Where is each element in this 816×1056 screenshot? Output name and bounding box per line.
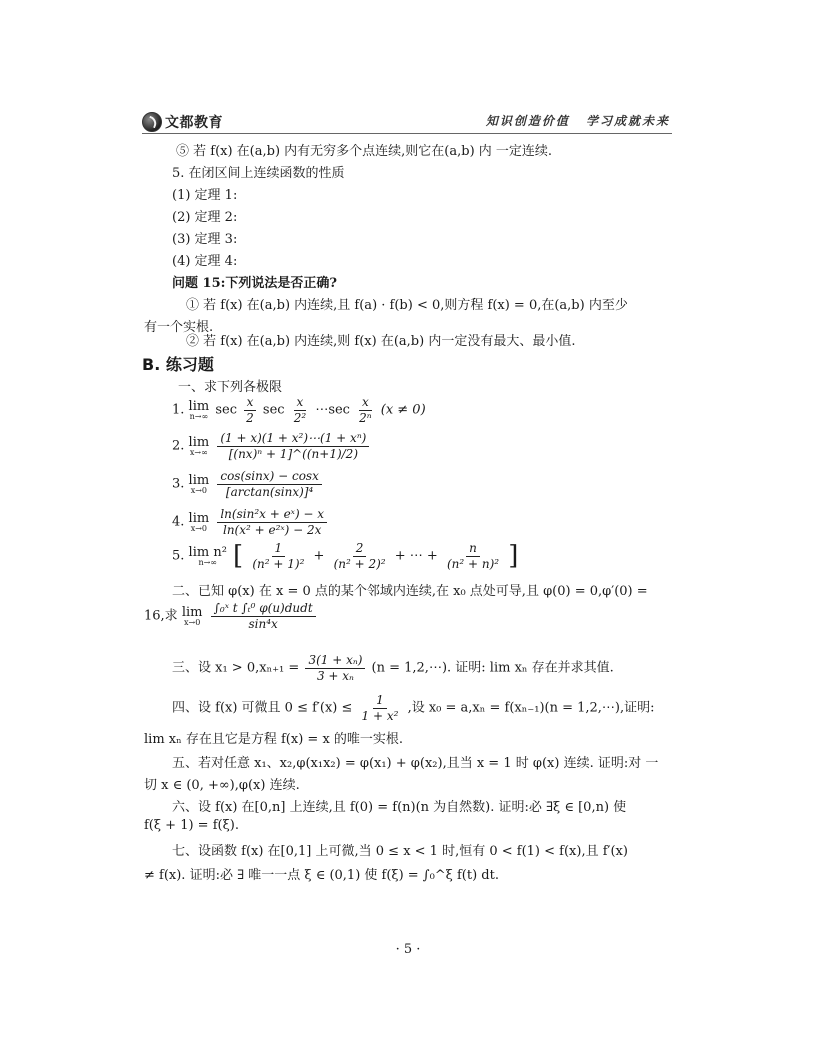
- problem-2-line1: 二、已知 φ(x) 在 x = 0 点的某个邻域内连续,在 x₀ 点处可导,且 φ(0) = 0,φ′(0) =: [172, 584, 648, 599]
- fraction: $\frac{\text{ln(sin²x + eˣ) − x}}{\text{ln(x² + e²ˣ) − 2x}}$: [217, 508, 327, 536]
- item-number: 1.: [172, 402, 185, 418]
- fraction: $\frac{2}{\text{(n² + 2)²}}$: [333, 541, 386, 571]
- fraction: $\frac{1}{\text{1 + x²}}$: [361, 693, 399, 723]
- limit-3: [172, 470, 324, 498]
- problem-6-line2: f(ξ + 1) = f(ξ).: [144, 818, 239, 833]
- question-15: 问题 15:下列说法是否正确?: [172, 276, 338, 291]
- brand-logo-icon: [142, 112, 162, 132]
- brand-name: 文都教育: [165, 115, 223, 131]
- limit-2: [172, 432, 371, 460]
- limit-operator: lim n→∞: [188, 398, 210, 421]
- problem-7-line1: 七、设函数 f(x) 在[0,1] 上可微,当 0 ≤ x < 1 时,恒有 0 < f(1) < f(x),且 f′(x): [172, 844, 628, 859]
- theorem-4: (4) 定理 4:: [172, 254, 238, 269]
- header-slogan: 知识创造价值 学习成就未来: [485, 114, 670, 128]
- section-title: B. 练习题: [142, 355, 214, 374]
- header-divider: [142, 133, 672, 134]
- fraction: $\frac{1}{\text{(n² + 1)²}}$: [252, 541, 305, 571]
- fraction: $\frac{\text{∫₀ˣ t ∫ₜ⁰ φ(u)dudt}}{\text{sin⁴x}}$: [211, 602, 316, 630]
- part-title: 一、求下列各极限: [178, 380, 283, 395]
- theorem-3: (3) 定理 3:: [172, 232, 238, 247]
- limit-operator: lim x→0: [188, 472, 210, 495]
- limit-4: [172, 508, 329, 536]
- item-number: 3.: [172, 476, 185, 492]
- left-bracket: [: [233, 541, 244, 572]
- fraction: $\frac{x}{\text{2²}}$: [293, 395, 307, 425]
- theorem-1: (1) 定理 1:: [172, 188, 238, 203]
- problem-2-line2: 16,求 lim x→0 $\frac{\text{∫₀ˣ t ∫ₜ⁰ φ(u)dudt}}{\text{sin⁴x}}$: [144, 602, 318, 630]
- text-line: 有一个实根.: [144, 320, 214, 335]
- brand: [142, 110, 223, 134]
- limit-operator: lim n² n→∞: [188, 544, 227, 567]
- problem-5-line1: 五、若对任意 x₁、x₂,φ(x₁x₂) = φ(x₁) + φ(x₂),且当 x = 1 时 φ(x) 连续. 证明:对 一: [172, 756, 659, 771]
- fraction: $\frac{x}{2}$: [243, 396, 257, 424]
- limit-5: 5. lim n² n→∞ [ $\frac{1}{\text{(n² + 1)²}}$ + $\frac{2}{\text{(n² + 2)²}}$ + ⋯ + $\frac{n}{\text{(n² + n)²}}$ ]: [172, 541, 519, 572]
- item-number: 5.: [172, 548, 185, 564]
- limit-operator: lim x→0: [188, 510, 210, 533]
- problem-4-line1: 四、设 f(x) 可微且 0 ≤ f′(x) ≤ $\frac{1}{\text{1 + x²}}$ ,设 x₀ = a,xₙ = f(xₙ₋₁)(n = 1,2,⋯),证明:: [172, 693, 655, 723]
- subheading: 5. 在闭区间上连续函数的性质: [172, 166, 345, 181]
- right-bracket: ]: [508, 541, 519, 572]
- theorem-2: (2) 定理 2:: [172, 210, 238, 225]
- problem-6-line1: 六、设 f(x) 在[0,n] 上连续,且 f(0) = f(n)(n 为自然数). 证明:必 ∃ξ ∈ [0,n) 使: [172, 800, 627, 815]
- problem-7-line2: ≠ f(x). 证明:必 ∃ 唯一一点 ξ ∈ (0,1) 使 f(ξ) = ∫₀^ξ f(t) dt.: [144, 868, 499, 883]
- fraction: $\frac{\cos(\sin x) - \cos x}{\text{[arctan(sinx)]⁴}}$: [217, 470, 322, 498]
- text-line: ⑤ 若 f(x) 在(a,b) 内有无穷多个点连续,则它在(a,b) 内 一定连续.: [176, 144, 553, 159]
- text-line: ① 若 f(x) 在(a,b) 内连续,且 f(a) · f(b) < 0,则方程 f(x) = 0,在(a,b) 内至少: [186, 298, 628, 313]
- problem-5-line2: 切 x ∈ (0, +∞),φ(x) 连续.: [144, 778, 300, 793]
- text-line: ② 若 f(x) 在(a,b) 内连续,则 f(x) 在(a,b) 内一定没有最大、最小值.: [186, 334, 576, 349]
- fraction: $\frac{n}{\text{(n² + n)²}}$: [446, 541, 500, 571]
- limit-1: 1. lim n→∞ sec $\frac{x}{2}$ sec $\frac{x}{\text{2²}}$ ⋯sec $\frac{x}{\text{2ⁿ}}$ (x ≠ 0): [172, 395, 426, 425]
- problem-4-line2: lim xₙ 存在且它是方程 f(x) = x 的唯一实根.: [144, 732, 404, 747]
- problem-3: 三、设 x₁ > 0,xₙ₊₁ = $\frac{\text{3(1 + xₙ)}}{\text{3 + xₙ}}$ (n = 1,2,⋯). 证明: lim xₙ 存在并求其值.: [172, 653, 614, 683]
- fraction: $\frac{\text{3(1 + xₙ)}}{\text{3 + xₙ}}$: [305, 654, 365, 682]
- page-number: · 5 ·: [395, 942, 421, 957]
- item-number: 4.: [172, 514, 185, 530]
- fraction: $\frac{\text{(1 + x)(1 + x²)⋯(1 + xⁿ)}}{\text{[(nx)ⁿ + 1]\textasciicircum{}((n+1)/2)}}$: [217, 432, 369, 460]
- fraction: $\frac{x}{\text{2ⁿ}}$: [359, 395, 372, 425]
- limit-operator: lim x→∞: [188, 434, 210, 457]
- item-number: 2.: [172, 438, 185, 454]
- limit-operator: lim x→0: [181, 604, 203, 627]
